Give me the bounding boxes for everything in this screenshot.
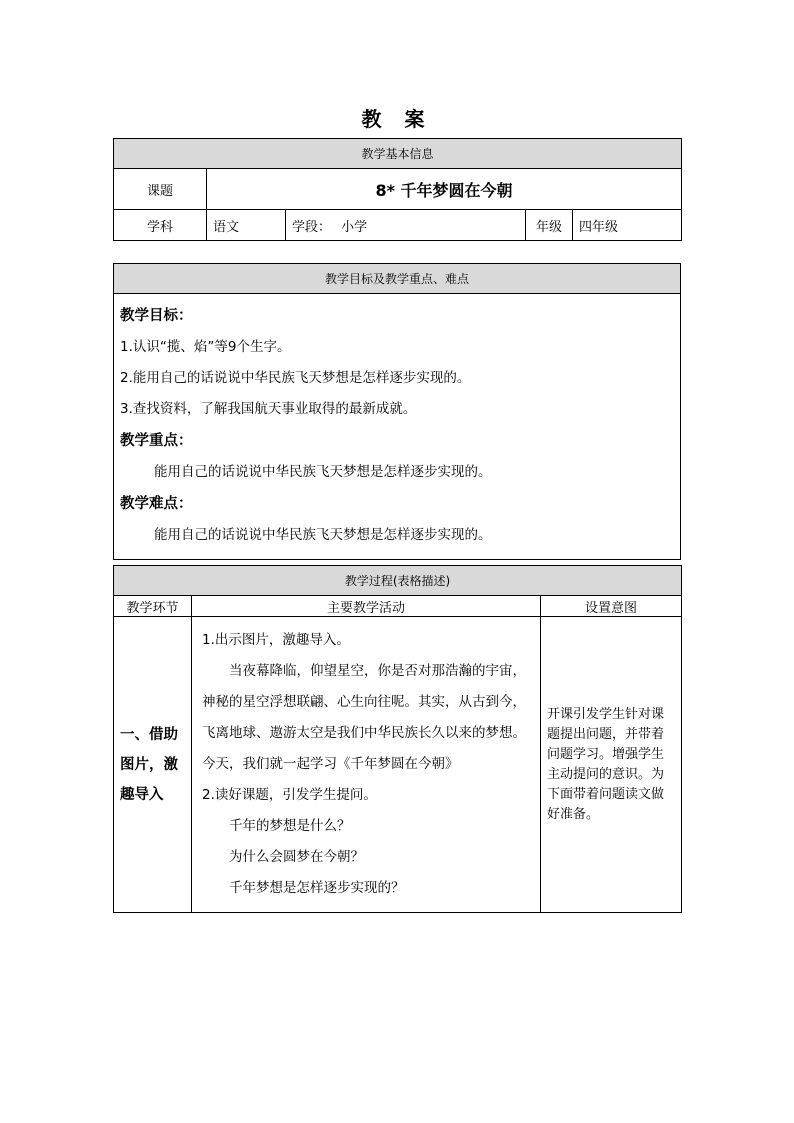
basic-info-table [113,138,682,241]
col-activity-header: 主要教学活动 [192,596,541,617]
stage-cell: 一、借助图片，激趣导入 [114,617,192,913]
col-stage-header: 教学环节 [114,596,192,617]
col-intent-header: 设置意图 [541,596,682,617]
activity-question: 千年梦想是怎样逐步实现的？ [229,880,405,896]
grade-label: 年级 [526,210,573,241]
topic-label: 课题 [114,169,207,210]
activity-step: 2.读好课题，引发学生提问。 [202,787,377,803]
goals-header: 教学目标及教学重点、难点 [114,264,681,294]
key-point-text: 能用自己的话说说中华民族飞天梦想是怎样逐步实现的。 [154,464,492,480]
topic-value: 8* 千年梦圆在今朝 [207,169,682,210]
page-title: 教 案 [361,107,433,131]
stage-field [286,210,526,241]
objective-item: 3.查找资料，了解我国航天事业取得的最新成就。 [120,401,417,417]
grade-value: 四年级 [573,210,682,241]
key-point-heading: 教学重点： [120,433,193,449]
activity-step: 1.出示图片，激趣导入。 [202,632,350,648]
stage-label: 学段： [292,219,332,235]
objective-item: 2.能用自己的话说说中华民族飞天梦想是怎样逐步实现的。 [120,370,471,386]
activity-paragraph: 当夜幕降临，仰望星空，你是否对那浩瀚的宇宙，神秘的星空浮想联翩、心生向往呢。其实，从古到今，飞离地球、遨游太空是我们中华民族长久以来的梦想。今天，我们就一起学习《千年梦圆在今朝》 [202,663,526,772]
goals-content [114,294,681,560]
goals-table [113,263,681,560]
difficult-point-heading: 教学难点： [120,496,193,512]
process-header: 教学过程(表格描述) [114,566,682,596]
basic-info-header: 教学基本信息 [114,139,682,169]
objective-item: 1.认识“揽、焰”等9个生字。 [120,339,291,355]
activity-question: 千年的梦想是什么？ [229,818,351,834]
intent-cell: 开课引发学生针对课题提出问题，并带着问题学习。增强学生主动提问的意识。为下面带着问题读文做好准备。 [541,617,682,913]
objectives-heading: 教学目标： [120,308,193,324]
difficult-point-text: 能用自己的话说说中华民族飞天梦想是怎样逐步实现的。 [154,527,492,543]
subject-label: 学科 [114,210,207,241]
activity-question: 为什么会圆梦在今朝？ [229,849,364,865]
activity-cell [192,617,541,913]
subject-value: 语文 [207,210,286,241]
table-row [114,617,682,913]
process-table [113,565,682,913]
stage-value: 小学 [341,219,368,235]
